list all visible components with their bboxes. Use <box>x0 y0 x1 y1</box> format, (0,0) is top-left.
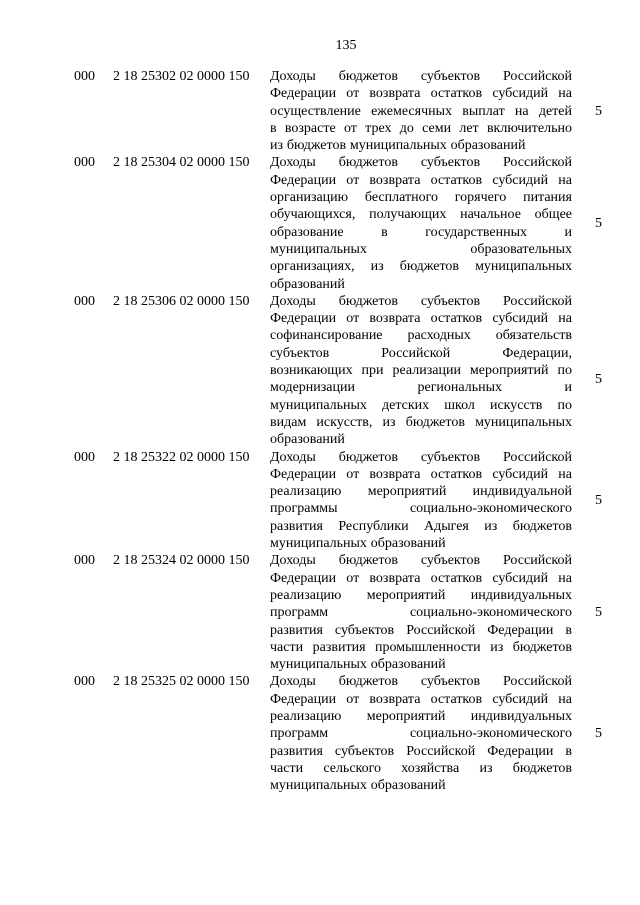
description-line: из бюджетов муниципальных образований <box>270 138 526 154</box>
description-line: Федерации от возврата остатков субсидий на <box>270 466 572 482</box>
admin-code: 000 <box>74 293 95 309</box>
description-line: организациях, из бюджетов муниципальных <box>270 259 572 275</box>
description-line: софинансирование расходных обязательств <box>270 328 572 344</box>
description-line: муниципальных детских школ искусств по <box>270 397 572 413</box>
description-line: Федерации от возврата остатков субсидий на <box>270 691 572 707</box>
standard-value: 5 <box>595 726 602 742</box>
description-line: части развития промышленности из бюджетов <box>270 639 572 655</box>
description-line: муниципальных образований <box>270 778 446 794</box>
income-description <box>270 293 572 449</box>
description-line: Доходы бюджетов субъектов Российской <box>270 155 572 171</box>
description-line: обучающихся, получающих начальное общее <box>270 207 572 223</box>
description-line: муниципальных образований <box>270 657 446 673</box>
admin-code: 000 <box>74 674 95 690</box>
table-row <box>0 673 640 794</box>
page-number: 135 <box>335 38 357 53</box>
standard-value: 5 <box>595 492 602 508</box>
standard-value: 5 <box>595 103 602 119</box>
admin-code: 000 <box>74 449 95 465</box>
income-description <box>270 552 572 673</box>
description-line: Федерации от возврата остатков субсидий на <box>270 172 572 188</box>
description-line: развития Республики Адыгея из бюджетов <box>270 518 572 534</box>
income-code-table <box>0 68 640 794</box>
table-row <box>0 68 640 154</box>
description-line: реализацию мероприятий индивидуальных <box>270 708 572 724</box>
budget-classification-code: 2 18 25324 02 0000 150 <box>113 553 250 569</box>
description-line: части сельского хозяйства из бюджетов <box>270 760 572 776</box>
table-row <box>0 552 640 673</box>
description-line: Доходы бюджетов субъектов Российской <box>270 674 572 690</box>
description-line: развития субъектов Российской Федерации в <box>270 743 572 759</box>
budget-classification-code: 2 18 25325 02 0000 150 <box>113 674 250 690</box>
admin-code: 000 <box>74 69 95 84</box>
description-line: реализацию мероприятий индивидуальной <box>270 484 572 500</box>
description-line: субъектов Российской Федерации, <box>270 345 572 361</box>
table-row <box>0 449 640 553</box>
description-line: развития субъектов Российской Федерации в <box>270 622 572 638</box>
income-description <box>270 449 572 553</box>
standard-value: 5 <box>595 371 602 387</box>
income-description <box>270 68 572 154</box>
table-row <box>0 293 640 449</box>
description-line: муниципальных образований <box>270 536 446 552</box>
description-line: образований <box>270 432 345 448</box>
description-line: возникающих при реализации мероприятий по <box>270 363 572 379</box>
description-line: в возрасте от трех до семи лет включительно <box>270 120 572 136</box>
description-line: Федерации от возврата остатков субсидий на <box>270 311 572 327</box>
description-line: осуществление ежемесячных выплат на детей <box>270 103 572 119</box>
budget-classification-code: 2 18 25306 02 0000 150 <box>113 293 250 309</box>
income-description <box>270 154 572 292</box>
description-line: Доходы бюджетов субъектов Российской <box>270 69 572 84</box>
description-line: организацию бесплатного горячего питания <box>270 190 572 206</box>
description-line: образование в государственных и <box>270 224 572 240</box>
description-line: Доходы бюджетов субъектов Российской <box>270 293 572 309</box>
admin-code: 000 <box>74 553 95 569</box>
description-line: Федерации от возврата остатков субсидий на <box>270 570 572 586</box>
description-line: видам искусств, из бюджетов муниципальных <box>270 414 572 430</box>
description-line: муниципальных образовательных <box>270 241 572 257</box>
description-line: программы социально-экономического <box>270 501 572 517</box>
description-line: программ социально-экономического <box>270 726 572 742</box>
budget-classification-code: 2 18 25302 02 0000 150 <box>113 69 250 84</box>
description-line: модернизации региональных и <box>270 380 572 396</box>
description-line: реализацию мероприятий индивидуальных <box>270 587 572 603</box>
standard-value: 5 <box>595 216 602 232</box>
budget-classification-code: 2 18 25304 02 0000 150 <box>113 155 250 171</box>
admin-code: 000 <box>74 155 95 171</box>
table-row <box>0 154 640 292</box>
description-line: образований <box>270 276 345 292</box>
description-line: программ социально-экономического <box>270 605 572 621</box>
income-description <box>270 673 572 794</box>
description-line: Доходы бюджетов субъектов Российской <box>270 553 572 569</box>
description-line: Доходы бюджетов субъектов Российской <box>270 449 572 465</box>
budget-classification-code: 2 18 25322 02 0000 150 <box>113 449 250 465</box>
standard-value: 5 <box>595 605 602 621</box>
description-line: Федерации от возврата остатков субсидий на <box>270 86 572 102</box>
